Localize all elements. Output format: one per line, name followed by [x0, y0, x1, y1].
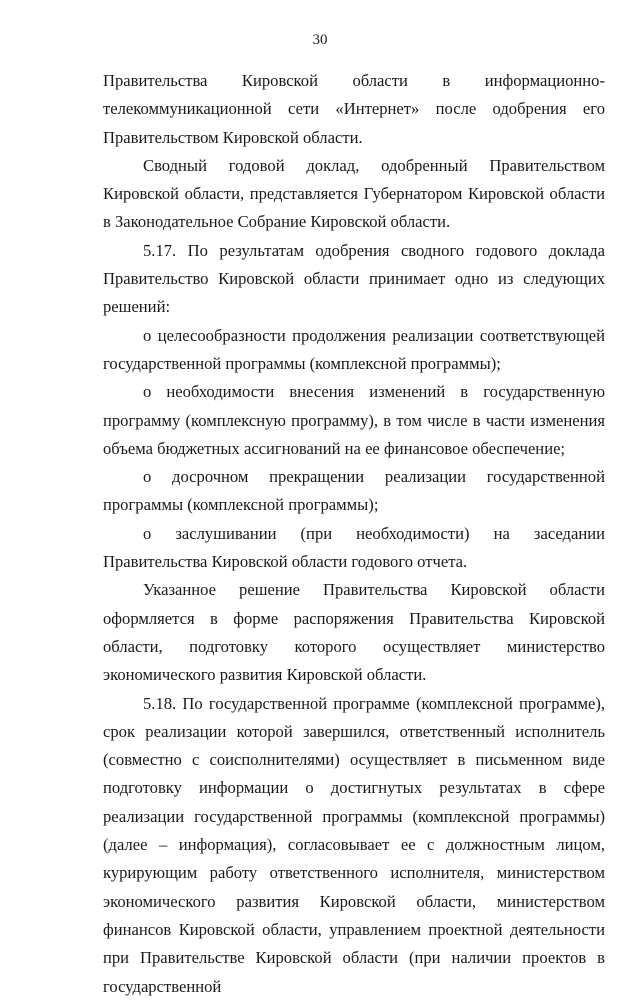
paragraph-5-17: 5.17. По результатам одобрения сводного годового доклада Правительство Кировской области принимает одно из следующих решений: — [103, 240, 605, 317]
paragraph-summary-report: Сводный годовой доклад, одобренный Правительством Кировской области, представляется Губернатором Кировской области в Законодательное Собрание Кировской области. — [103, 155, 605, 232]
paragraph-5-18: 5.18. По государственной программе (комплексной программе), срок реализации которой завершился, ответственный исполнитель (совместно с соисполнителями) осуществляет в письменном виде подготовку информации о достигнутых результатах в сфере реализации государственной программы (комплексной программы) (далее – информация), согласовывает ее с должностным лицом, курирующим работу ответственного исполнителя, министерством экономического развития Кировской области, министерством финансов Кировской области, управлением проектной деятельности при Правительстве Кировской области (при наличии проектов в государственной — [103, 693, 605, 996]
paragraph-decision-form: Указанное решение Правительства Кировской области оформляется в форме распоряжения Правительства Кировской области, подготовку которого осуществляет министерство экономического развития Кировской области. — [103, 580, 605, 685]
page-number: 30 — [312, 32, 328, 48]
decision-item-amend: о необходимости внесения изменений в государственную программу (комплексную программу), в том числе в части изменения объема бюджетных ассигнований на ее финансовое обеспечение; — [103, 382, 605, 458]
decision-item-continue: о целесообразности продолжения реализации соответствующей государственной программы (комплексной программы); — [103, 325, 605, 373]
document-body — [103, 67, 605, 1001]
paragraph-continuation: Правительства Кировской области в информационно-телекоммуникационной сети «Интернет» после одобрения его Правительством Кировской области. — [103, 71, 605, 147]
decision-item-hearing: о заслушивании (при необходимости) на заседании Правительства Кировской области годового отчета. — [103, 523, 605, 572]
decision-item-terminate: о досрочном прекращении реализации государственной программы (комплексной программы); — [103, 467, 605, 515]
